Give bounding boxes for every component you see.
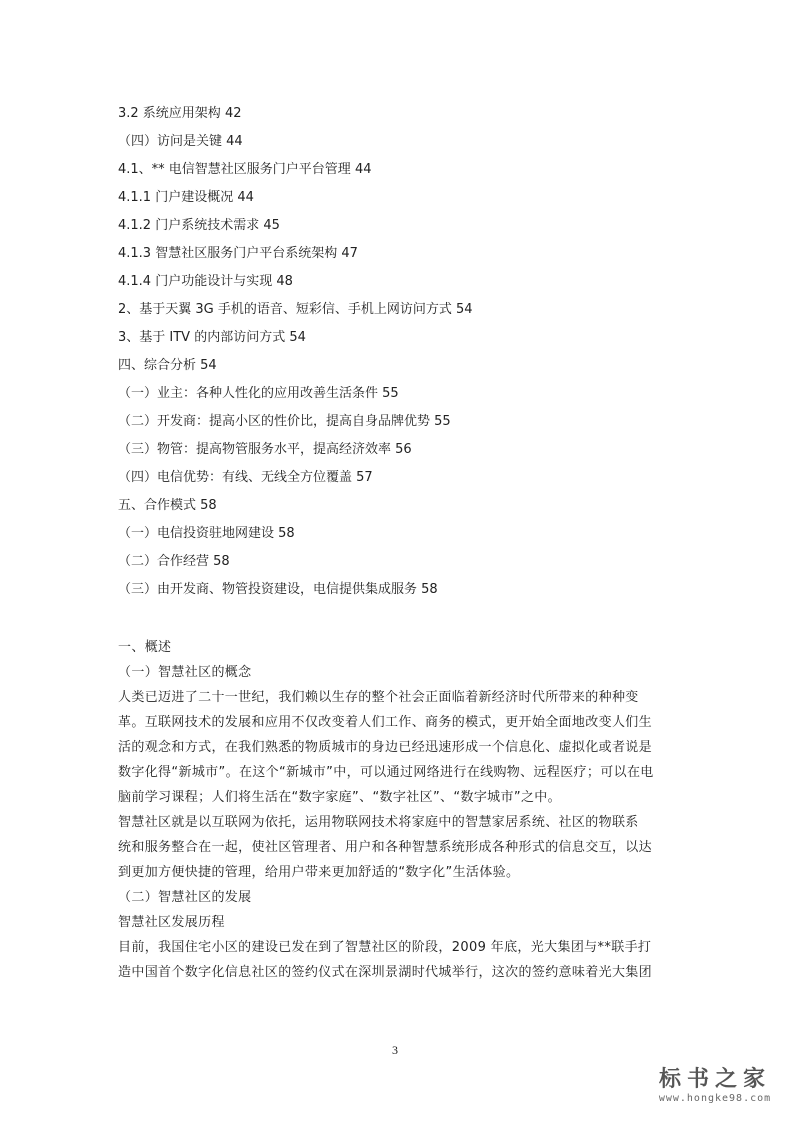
toc-entry: 4.1、** 电信智慧社区服务门户平台管理 44 [118,162,372,177]
toc-entry: （一）业主：各种人性化的应用改善生活条件 55 [118,386,399,401]
toc-entry: （一）电信投资驻地网建设 58 [118,526,295,541]
toc-entry: 4.1.1 门户建设概况 44 [118,190,254,205]
section-heading: （二）智慧社区的发展 [118,890,252,905]
toc-entry: 五、合作模式 58 [118,498,217,513]
toc-entry: 3.2 系统应用架构 42 [118,106,242,121]
section-heading: 一、概述 [118,640,172,655]
page-number: 3 [392,1043,398,1057]
toc-entry: 3、基于 ITV 的内部访问方式 54 [118,330,306,345]
paragraph-line: 到更加方便快捷的管理，给用户带来更加舒适的“数字化”生活体验。 [118,865,520,880]
toc-entry: （二）合作经营 58 [118,554,230,569]
toc-entry: （四）电信优势：有线、无线全方位覆盖 57 [118,470,373,485]
section-heading: 智慧社区发展历程 [118,915,225,930]
paragraph-line: 智慧社区就是以互联网为依托，运用物联网技术将家庭中的智慧家居系统、社区的物联系 [118,815,639,830]
paragraph-line: 脑前学习课程；人们将生活在“数字家庭”、“数字社区”、“数字城市”之中。 [118,790,562,805]
paragraph-line: 造中国首个数字化信息社区的签约仪式在深圳景湖时代城举行，这次的签约意味着光大集团 [118,965,653,980]
paragraph-line: 革。互联网技术的发展和应用不仅改变着人们工作、商务的模式，更开始全面地改变人们生 [118,715,653,730]
paragraph-line: 人类已迈进了二十一世纪，我们赖以生存的整个社会正面临着新经济时代所带来的种种变 [118,690,639,705]
paragraph-line: 目前，我国住宅小区的建设已发在到了智慧社区的阶段，2009 年底，光大集团与**联手打 [118,940,652,955]
paragraph-line: 数字化得“新城市”。在这个“新城市”中，可以通过网络进行在线购物、远程医疗；可以在电 [118,765,654,780]
toc-entry: （四）访问是关键 44 [118,134,243,149]
paragraph-line: 活的观念和方式，在我们熟悉的物质城市的身边已经迅速形成一个信息化、虚拟化或者说是 [118,740,653,755]
toc-entry: （三）物管：提高物管服务水平，提高经济效率 56 [118,442,412,457]
watermark-title: 标书之家 [658,1067,771,1092]
watermark-logo [640,1062,790,1104]
section-heading: （一）智慧社区的概念 [118,665,252,680]
toc-entry: （二）开发商：提高小区的性价比，提高自身品牌优势 55 [118,414,451,429]
toc-entry: （三）由开发商、物管投资建设，电信提供集成服务 58 [118,582,438,597]
paragraph-line: 统和服务整合在一起，使社区管理者、用户和各种智慧系统形成各种形式的信息交互，以达 [118,840,653,855]
toc-entry: 4.1.4 门户功能设计与实现 48 [118,274,293,289]
toc-entry: 2、基于天翼 3G 手机的语音、短彩信、手机上网访问方式 54 [118,302,473,317]
toc-entry: 4.1.3 智慧社区服务门户平台系统架构 47 [118,246,358,261]
toc-entry: 四、综合分析 54 [118,358,217,373]
watermark-url: www.hongke98.com [658,1093,772,1104]
toc-entry: 4.1.2 门户系统技术需求 45 [118,218,280,233]
